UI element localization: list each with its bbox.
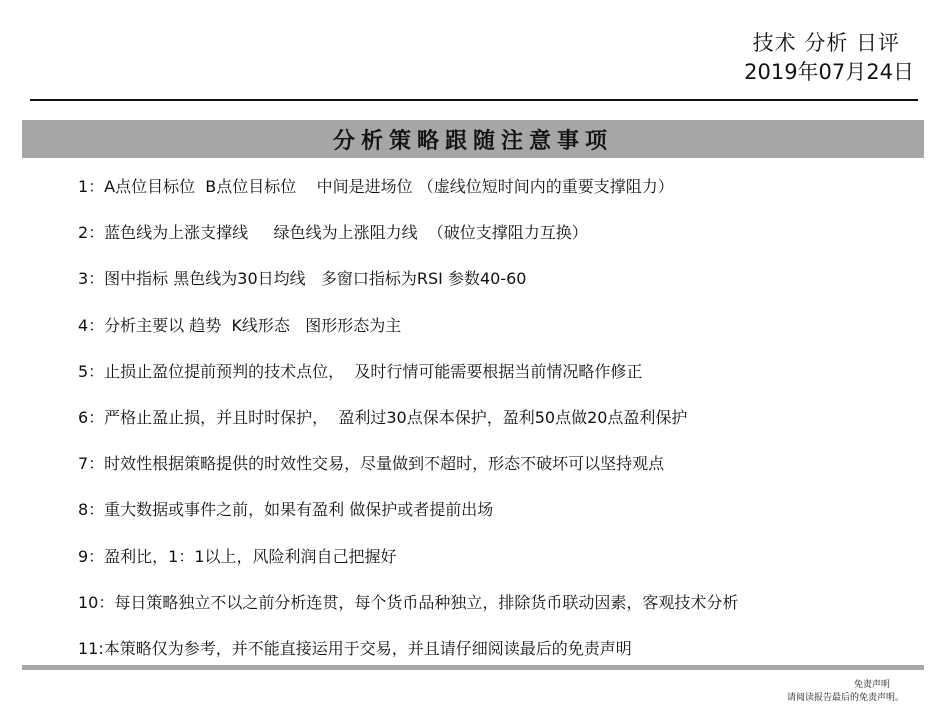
- note-item: 3：图中指标 黑色线为30日均线 多窗口指标为RSI 参数40-60: [78, 269, 527, 289]
- note-item: 11:本策略仅为参考，并不能直接运用于交易，并且请仔细阅读最后的免责声明: [78, 638, 632, 658]
- note-item: 4：分析主要以 趋势 K线形态 图形形态为主: [78, 315, 402, 335]
- footer-divider: [22, 665, 924, 670]
- header-divider: [30, 99, 918, 101]
- report-title: 技术 分析 日评: [752, 31, 900, 55]
- note-item: 1：A点位目标位 B点位目标位 中间是进场位 （虚线位短时间内的重要支撑阻力）: [78, 177, 674, 196]
- report-date: 2019年07月24日: [744, 60, 914, 84]
- note-item: 6：严格止盈止损，并且时时保护， 盈利过30点保本保护，盈利50点做20点盈利保护: [78, 407, 688, 427]
- disclaimer-text: 请阅读报告最后的免责声明。: [786, 693, 904, 703]
- note-item: 10：每日策略独立不以之前分析连贯，每个货币品种独立，排除货币联动因素，客观技术分析: [78, 592, 739, 612]
- disclaimer-title: 免责声明: [853, 680, 890, 690]
- note-item: 7：时效性根据策略提供的时效性交易，尽量做到不超时，形态不破坏可以坚持观点: [78, 454, 665, 474]
- note-item: 8：重大数据或事件之前，如果有盈利 做保护或者提前出场: [78, 500, 494, 520]
- section-title-bar: [22, 120, 924, 158]
- section-title: 分析策略跟随注意事项: [332, 128, 613, 154]
- note-item: 2：蓝色线为上涨支撑线 绿色线为上涨阻力线 （破位支撑阻力互换）: [78, 223, 588, 243]
- note-item: 9：盈利比，1：1以上，风险利润自己把握好: [78, 546, 397, 566]
- notes-list: [78, 176, 918, 684]
- note-item: 5：止损止盈位提前预判的技术点位， 及时行情可能需要根据当前情况略作修正: [78, 361, 643, 381]
